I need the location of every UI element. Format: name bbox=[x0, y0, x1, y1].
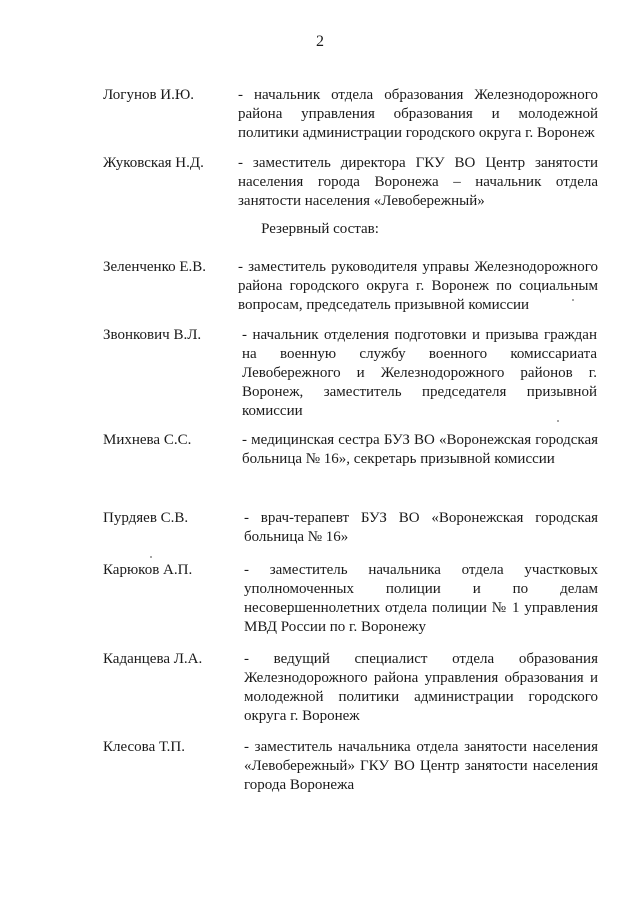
member-name: Звонкович В.Л. bbox=[103, 327, 202, 343]
member-name: Михнева С.С. bbox=[103, 432, 192, 448]
member-role: - ведущий специалист отдела образования Железнодорожного района управления образования и молодежной политики администрации городского округа г. Воронеж bbox=[244, 651, 598, 724]
member-role: - заместитель начальника отдела занятости населения «Левобережный» ГКУ ВО Центр занятости населения города Воронежа bbox=[244, 739, 598, 793]
member-name: Пурдяев С.В. bbox=[103, 510, 189, 526]
page-number: 2 bbox=[316, 33, 324, 50]
member-role: - заместитель директора ГКУ ВО Центр занятости населения города Воронежа – начальник отдела занятости населения «Левобережный» bbox=[238, 155, 598, 209]
member-name: Жуковская Н.Д. bbox=[103, 155, 204, 171]
section-title: Резервный состав: bbox=[261, 221, 379, 237]
member-name: Зеленченко Е.В. bbox=[103, 259, 207, 275]
member-name: Каданцева Л.А. bbox=[103, 651, 203, 667]
member-role: - заместитель руководителя управы Железнодорожного района городского округа г. Воронеж по социальным вопросам, председатель призывной комиссии bbox=[238, 259, 598, 313]
member-name: Логунов И.Ю. bbox=[103, 87, 195, 103]
member-role: - врач-терапевт БУЗ ВО «Воронежская городская больница № 16» bbox=[244, 510, 598, 545]
scan-speck bbox=[572, 299, 574, 301]
member-role: - начальник отдела образования Железнодорожного района управления образования и молодежной политики администрации городского округа г. Воронеж bbox=[238, 87, 598, 141]
member-role: - медицинская сестра БУЗ ВО «Воронежская городская больница № 16», секретарь призывной комиссии bbox=[242, 432, 598, 467]
member-name: Клесова Т.П. bbox=[103, 739, 185, 755]
member-name: Карюков А.П. bbox=[103, 562, 193, 578]
scan-speck bbox=[557, 420, 559, 422]
member-role: - начальник отделения подготовки и призыва граждан на военную службу военного комиссариата Левобережного и Железнодорожного районов г. Воронеж, заместитель председателя призывной комиссии bbox=[242, 327, 597, 419]
scan-speck bbox=[150, 556, 152, 558]
member-role: - заместитель начальника отдела участковых уполномоченных полиции и по делам несовершеннолетних отдела полиции № 1 управления МВД России по г. Воронежу bbox=[244, 562, 598, 635]
